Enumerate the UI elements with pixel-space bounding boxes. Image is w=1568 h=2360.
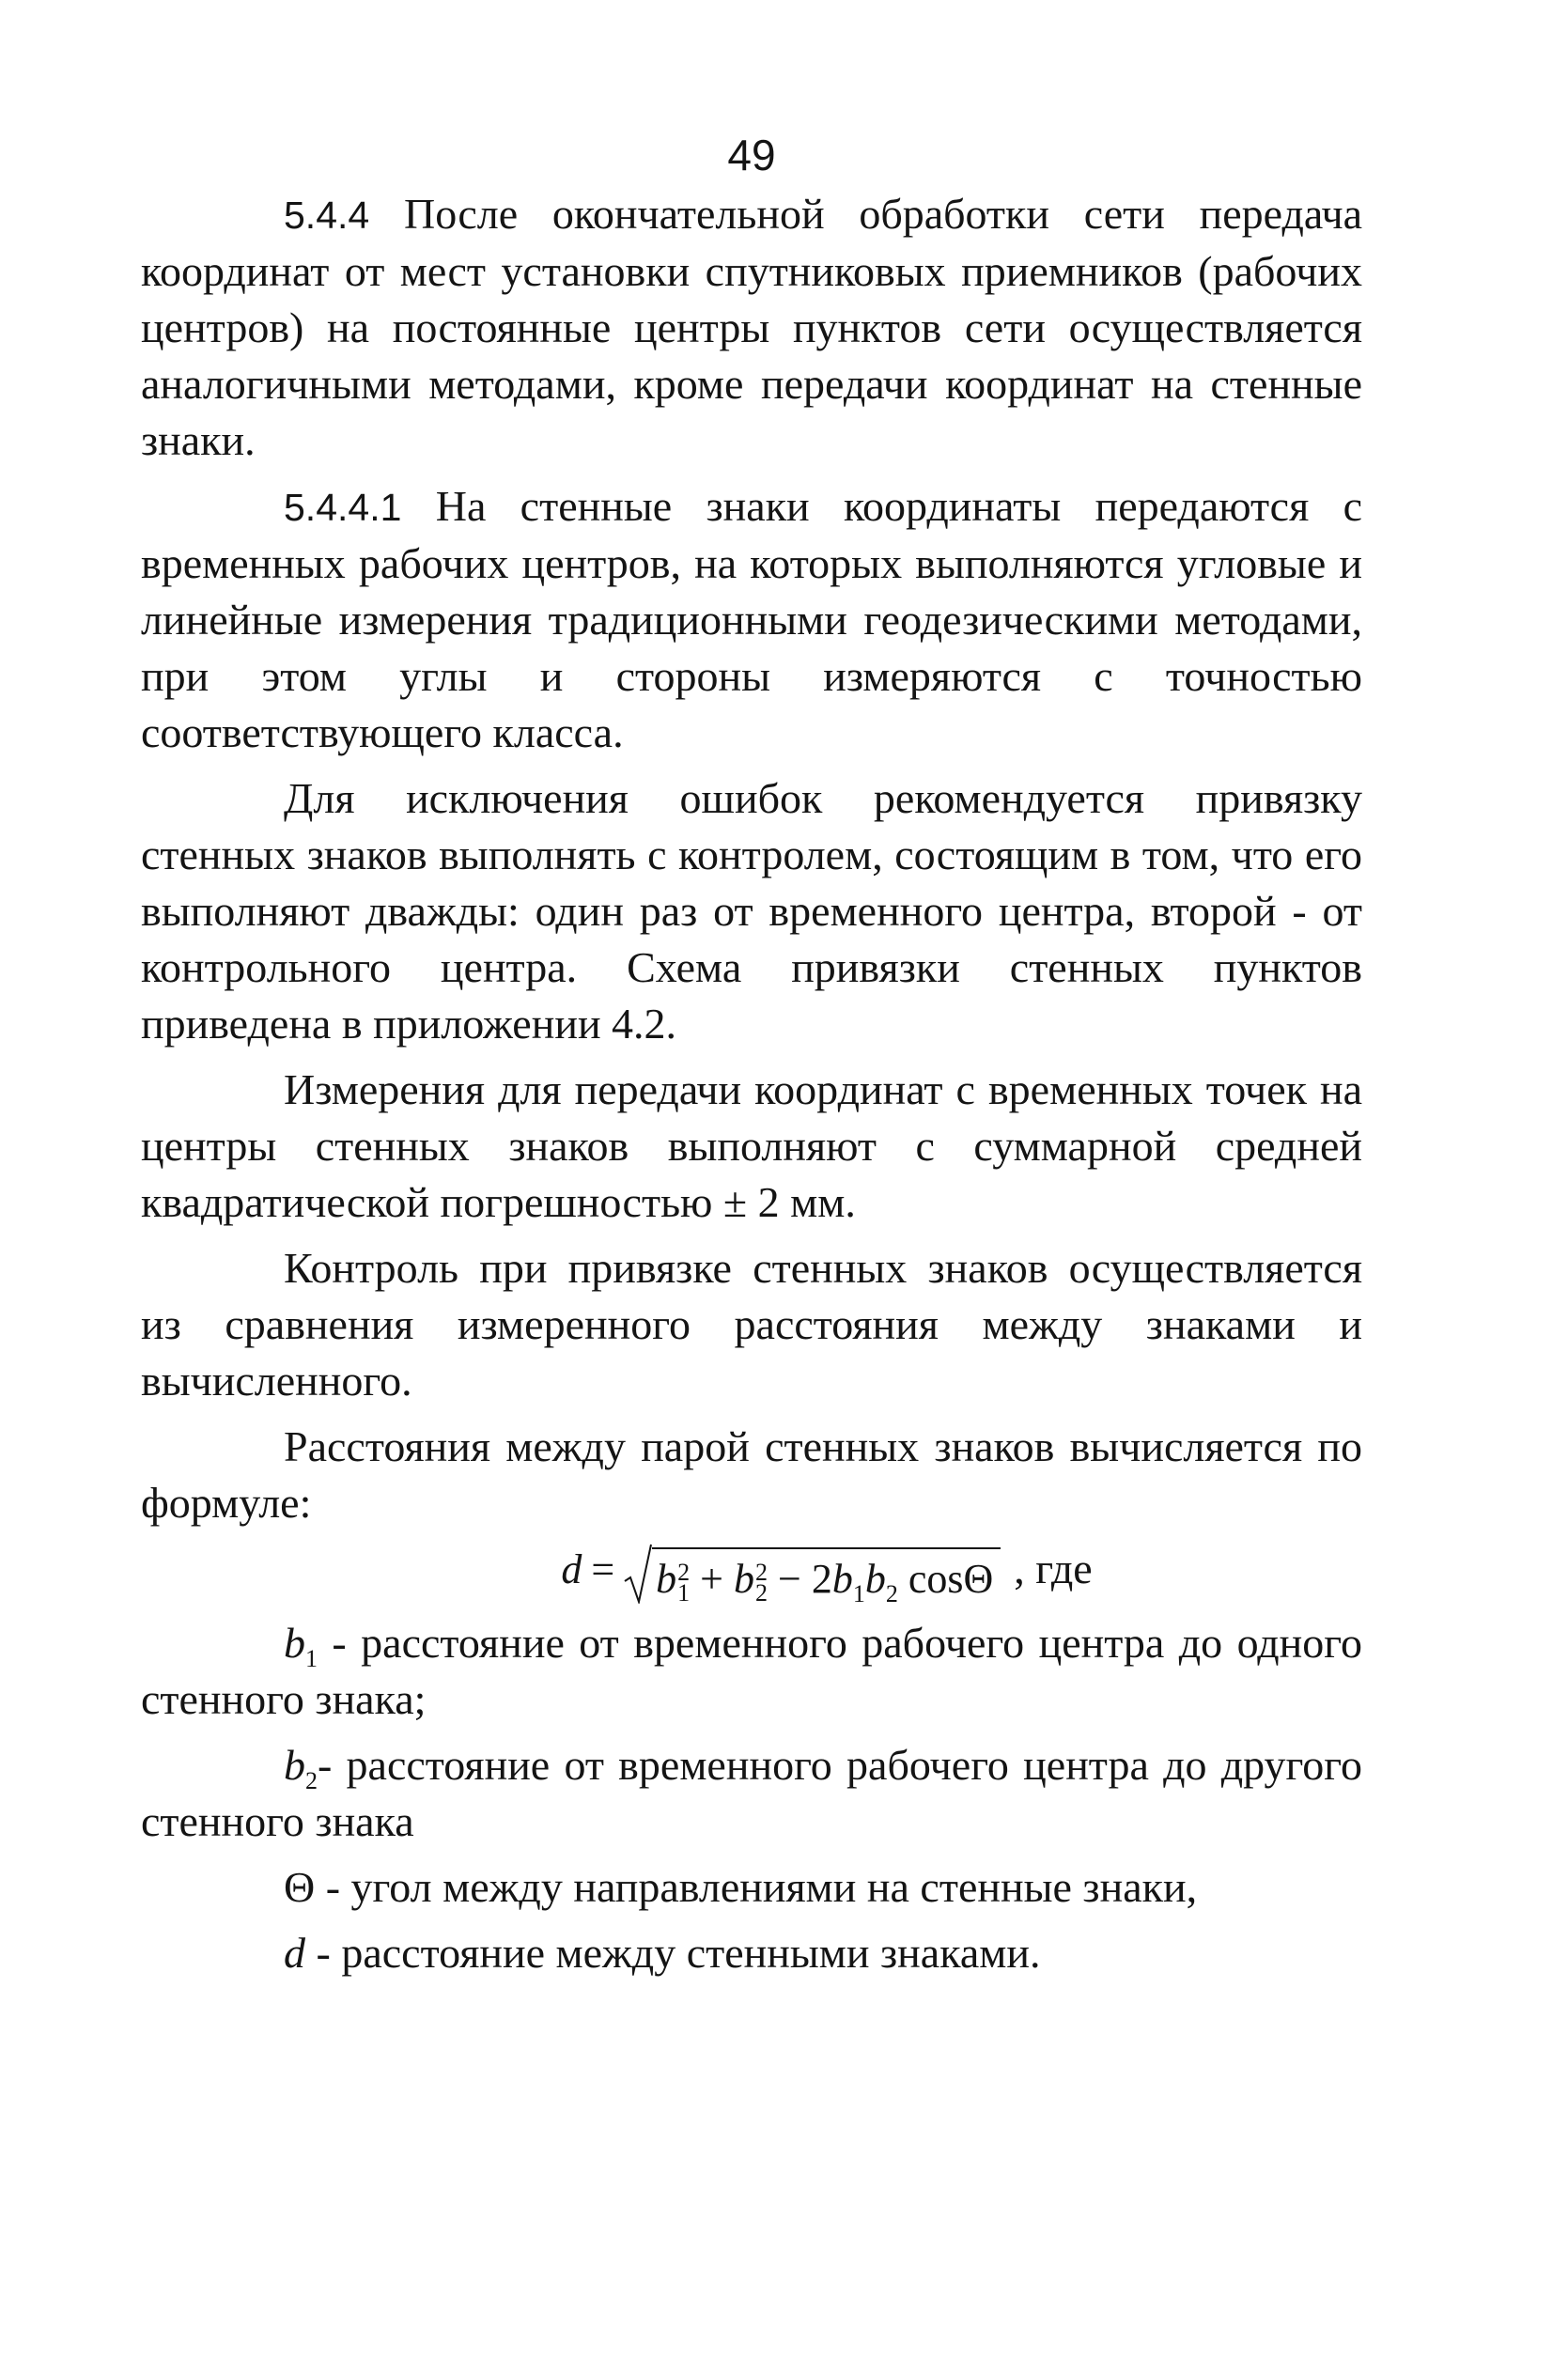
formula-minus: − — [777, 1556, 801, 1603]
formula-b: b — [831, 1556, 853, 1603]
section-5-4-4 — [141, 186, 1362, 469]
formula-where: , где — [1014, 1545, 1093, 1592]
definition-text: - расстояние от временного рабочего центра до одного стенного знака; — [141, 1619, 1362, 1724]
formula-equals: = — [591, 1546, 615, 1593]
definition-subscript: 1 — [305, 1645, 318, 1673]
definition-subscript: 2 — [305, 1767, 318, 1795]
page-number: 49 — [727, 131, 776, 179]
definition-symbol: d — [284, 1929, 305, 1978]
definition-b1 — [141, 1615, 1362, 1728]
paragraph-control-method: Для исключения ошибок рекомендуется привязку стенных знаков выполнять с контролем, состоящим в том, что его выполняют дважды: один раз от временного центра, второй - от контрольного центра. Схема привязки стенных пунктов приведена в приложении 4.2. — [141, 774, 1362, 1048]
section-number: 5.4.4 — [284, 194, 370, 237]
formula-lhs: d — [561, 1546, 582, 1593]
subscript: 1 — [677, 1579, 691, 1607]
paragraph-formula-intro: Расстояния между парой стенных знаков вычисляется по формуле: — [141, 1422, 1362, 1527]
section-text: После окончательной обработки сети передача координат от мест установки спутниковых приемников (рабочих центров) на постоянные центры пунктов сети осуществляется аналогичными методами, кроме передачи координат на стенные знаки. — [141, 190, 1363, 464]
radicand — [652, 1547, 1001, 1608]
subscript: 2 — [885, 1580, 898, 1608]
paragraph-control-comparison: Контроль при привязке стенных знаков осуществляется из сравнения измеренного расстояния между знаками и вычисленного. — [141, 1244, 1362, 1405]
exponent: 2 — [754, 1559, 768, 1587]
power-index — [677, 1559, 691, 1607]
document-body — [141, 186, 1362, 1991]
subscript: 2 — [754, 1579, 768, 1607]
definition-text: - угол между направлениями на стенные знаки, — [315, 1863, 1198, 1912]
formula-theta: Θ — [963, 1556, 994, 1603]
formula-plus: + — [700, 1556, 723, 1603]
formula-cos: cos — [908, 1556, 964, 1603]
definition-b2 — [141, 1737, 1362, 1850]
definition-text: - расстояние между стенными знаками. — [305, 1929, 1041, 1978]
square-root-sign-icon — [624, 1544, 652, 1604]
formula-b: b — [733, 1556, 754, 1603]
definition-symbol: Θ — [284, 1863, 316, 1912]
definition-symbol: b — [284, 1741, 305, 1790]
distance-formula — [141, 1541, 1362, 1608]
definition-symbol: b — [284, 1619, 305, 1668]
definition-d — [141, 1925, 1362, 1981]
formula-b: b — [864, 1556, 886, 1603]
formula-coefficient: 2 — [811, 1556, 832, 1603]
definition-theta — [141, 1859, 1362, 1916]
section-number: 5.4.4.1 — [284, 486, 402, 529]
exponent: 2 — [677, 1559, 691, 1587]
definition-text: - расстояние от временного рабочего центра до другого стенного знака — [141, 1741, 1362, 1846]
subscript: 1 — [852, 1580, 865, 1608]
square-root — [624, 1544, 1001, 1608]
section-5-4-4-1 — [141, 478, 1362, 761]
section-text: На стенные знаки координаты передаются с временных рабочих центров, на которых выполняются угловые и линейные измерения традиционными геодезическими методами, при этом углы и стороны измеряются с точностью соответствующего класса. — [141, 482, 1362, 756]
power-index — [754, 1559, 768, 1607]
formula-expression — [561, 1542, 1001, 1608]
paragraph-measurement-accuracy: Измерения для передачи координат с временных точек на центры стенных знаков выполняют с суммарной средней квадратической погрешностью ± 2 мм. — [141, 1065, 1362, 1226]
formula-b: b — [656, 1556, 677, 1603]
